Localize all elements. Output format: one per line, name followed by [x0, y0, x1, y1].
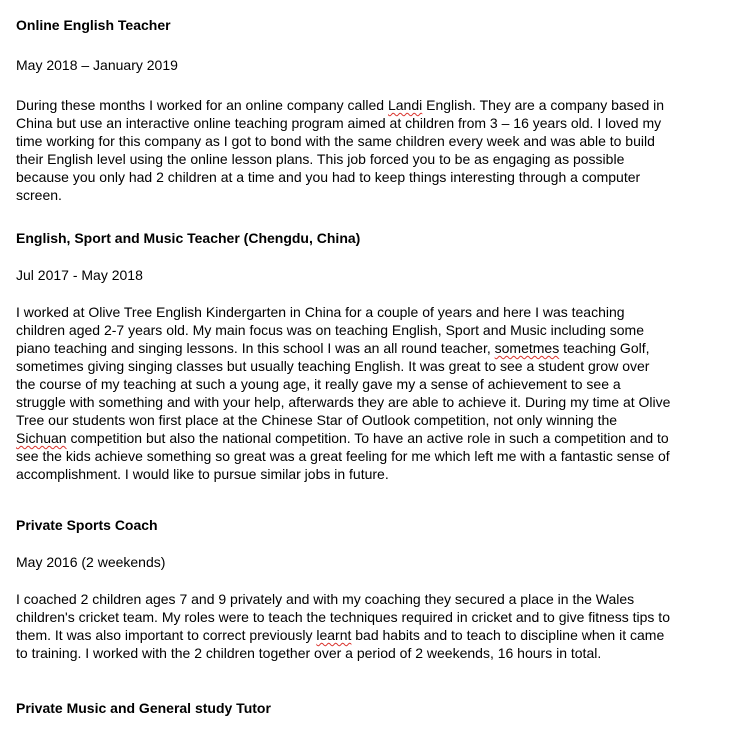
text-line: Tree our students won first place at the Chinese Star of Outlook competition, not only winning the	[16, 412, 618, 428]
text-line: struggle with something and with your help, afterwards they are able to achieve it. During my time at Olive	[16, 394, 671, 410]
text-line: their English level using the online lesson plans. This job forced you to be as engaging as possible	[16, 151, 625, 167]
spelling-flag: sometmes	[494, 340, 560, 356]
text-line: to training. I worked with the 2 children together over a period of 2 weekends, 16 hours in total.	[16, 645, 602, 661]
job-dates: May 2016 (2 weekends)	[16, 554, 166, 570]
spelling-flag: learnt	[316, 627, 352, 643]
text-line: During these months I worked for an online company called Landi English. They are a company based in	[16, 97, 665, 113]
job-dates: Jul 2017 - May 2018	[16, 267, 143, 283]
text-line: see the kids achieve something so great was a great feeling for me which left me with a fantastic sense of	[16, 448, 670, 464]
job-description	[16, 303, 728, 483]
spelling-flag: Sichuan	[16, 430, 67, 446]
text-line: sometimes giving singing classes but usually teaching English. It was great to see a student grow over	[16, 358, 650, 374]
text-line: I worked at Olive Tree English Kindergarten in China for a couple of years and here I was teaching	[16, 304, 625, 320]
text-line: I coached 2 children ages 7 and 9 privately and with my coaching they secured a place in the Wales	[16, 591, 635, 607]
job-title: Private Music and General study Tutor	[16, 700, 271, 716]
job-title: Private Sports Coach	[16, 517, 158, 533]
spelling-flag: Landi	[387, 97, 423, 113]
job-description	[16, 96, 728, 204]
text-line: time working for this company as I got to bond with the same children every week and was able to build	[16, 133, 655, 149]
text-line: because you only had 2 children at a time and you had to keep things interesting through a computer	[16, 169, 641, 185]
text-line: children aged 2-7 years old. My main focus was on teaching English, Sport and Music including some	[16, 322, 644, 338]
job-title: Online English Teacher	[16, 17, 171, 33]
text-line: Sichuan competition but also the national competition. To have an active role in such a competition and to	[16, 430, 669, 446]
job-title: English, Sport and Music Teacher (Chengdu, China)	[16, 230, 361, 246]
text-line: piano teaching and singing lessons. In this school I was an all round teacher, sometmes teaching Golf,	[16, 340, 650, 356]
job-dates: May 2018 – January 2019	[16, 57, 178, 73]
text-line: the course of my teaching at such a young age, it really gave my a sense of achievement to see a	[16, 376, 621, 392]
job-description	[16, 590, 728, 662]
text-line: accomplishment. I would like to pursue similar jobs in future.	[16, 466, 389, 482]
text-line: China but use an interactive online teaching program aimed at children from 3 – 16 years old. I loved my	[16, 115, 662, 131]
text-line: them. It was also important to correct previously learnt bad habits and to teach to discipline when it came	[16, 627, 665, 643]
text-line: screen.	[16, 187, 62, 203]
text-line: children's cricket team. My roles were to teach the techniques required in cricket and to give fitness tips to	[16, 609, 670, 625]
